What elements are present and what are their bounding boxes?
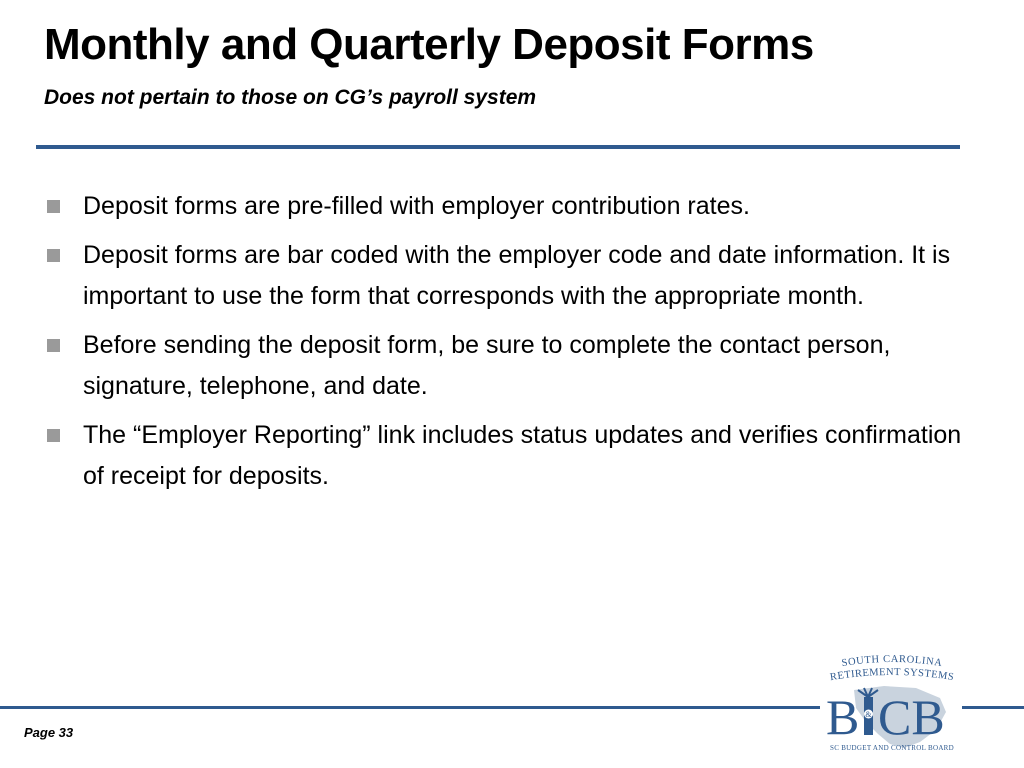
bullet-list: [44, 186, 964, 505]
footer-divider-right: [962, 706, 1024, 709]
logo-second-text: RETIREMENT SYSTEMS: [829, 666, 955, 684]
slide-subtitle: Does not pertain to those on CG’s payroll system: [44, 86, 537, 109]
sc-retirement-systems-logo: [820, 650, 964, 760]
bullet-text: Deposit forms are bar coded with the employer code and date information. It is important to use the form that corresponds with the appropriate month.: [83, 241, 951, 310]
square-bullet-icon: [47, 339, 60, 352]
logo-bottom-text: SC BUDGET AND CONTROL BOARD: [830, 744, 954, 752]
bullet-text: Before sending the deposit form, be sure to complete the contact person, signature, telephone, and date.: [83, 331, 891, 400]
logo-top-text: SOUTH CAROLINA: [840, 653, 944, 670]
slide-title: Monthly and Quarterly Deposit Forms: [44, 20, 814, 69]
logo-ampersand: &: [865, 710, 872, 719]
bullet-text: The “Employer Reporting” link includes status updates and verifies confirmation of receipt for deposits.: [83, 421, 962, 490]
svg-text:SOUTH CAROLINA: [841, 654, 943, 669]
logo-letters-cb: CB: [878, 689, 945, 745]
bullet-text: Deposit forms are pre-filled with employer contribution rates.: [83, 192, 750, 220]
square-bullet-icon: [47, 429, 60, 442]
title-divider: [36, 145, 960, 149]
bullet-item: [44, 325, 964, 407]
square-bullet-icon: [47, 249, 60, 262]
bullet-item: [44, 415, 964, 497]
page-number: Page 33: [24, 725, 74, 740]
bullet-item: [44, 235, 964, 317]
logo-letter-b: B: [826, 689, 860, 745]
footer-divider: [0, 706, 820, 709]
svg-text:RETIREMENT SYSTEMS: [829, 667, 955, 683]
square-bullet-icon: [47, 200, 60, 213]
bullet-item: [44, 186, 964, 227]
